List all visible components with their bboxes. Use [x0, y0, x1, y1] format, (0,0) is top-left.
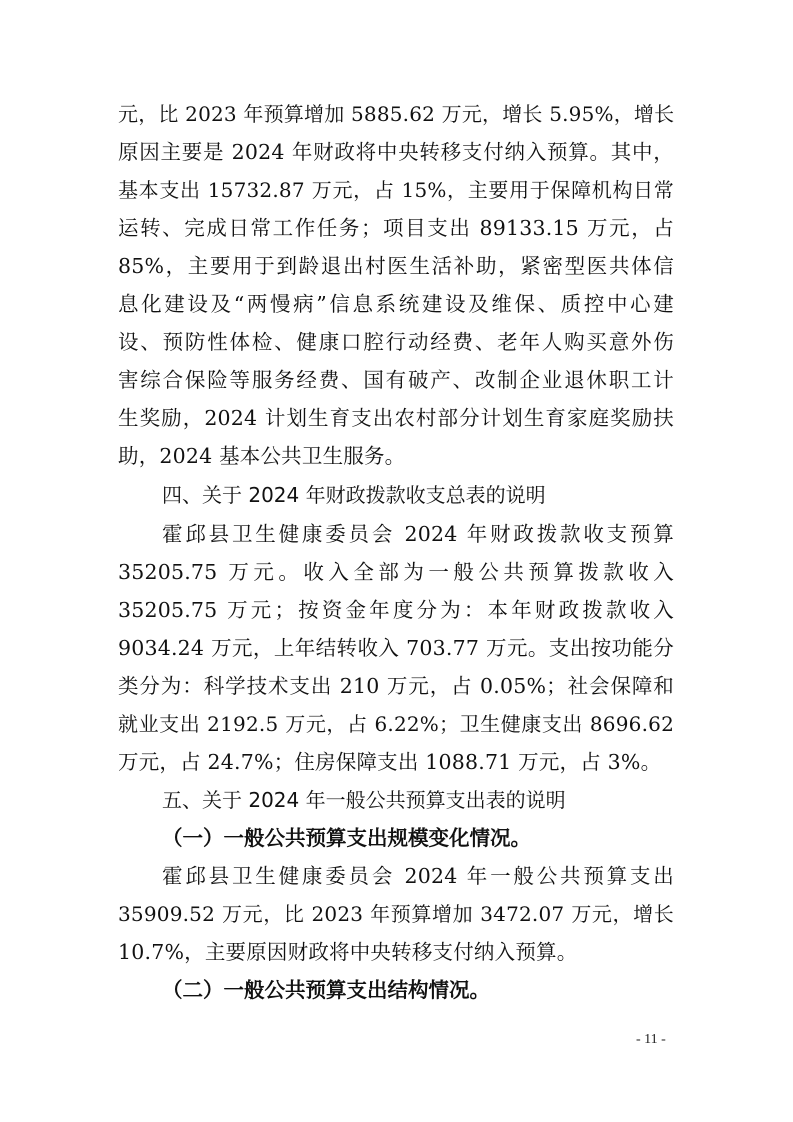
body-text-line: 霍邱县卫生健康委员会 2024 年一般公共预算支出	[162, 864, 674, 888]
body-text-line: 类分为：科学技术支出 210 万元，占 0.05%；社会保障和	[118, 674, 674, 698]
body-text-line: 霍邱县卫生健康委员会 2024 年财政拨款收支预算	[162, 522, 674, 546]
body-text-line: 设、预防性体检、健康口腔行动经费、老年人购买意外伤	[118, 330, 674, 354]
body-text-line: 原因主要是 2024 年财政将中央转移支付纳入预算。其中，	[118, 140, 674, 164]
body-text-line: 运转、完成日常工作任务；项目支出 89133.15 万元，占	[118, 216, 674, 240]
body-text-line: 就业支出 2192.5 万元，占 6.22%；卫生健康支出 8696.62	[118, 712, 674, 736]
body-text-line: 基本支出 15732.87 万元，占 15%，主要用于保障机构日常	[118, 178, 674, 202]
section-heading: 五、关于 2024 年一般公共预算支出表的说明	[162, 788, 566, 812]
body-text-line: 万元，占 24.7%；住房保障支出 1088.71 万元，占 3%。	[118, 750, 662, 774]
page-number: - 11 -	[636, 1032, 666, 1047]
body-text-line: 9034.24 万元，上年结转收入 703.77 万元。支出按功能分	[118, 636, 674, 660]
subsection-heading: （二）一般公共预算支出结构情况。	[162, 978, 490, 1002]
body-text-line: 助，2024 基本公共卫生服务。	[118, 444, 406, 468]
body-text-line: 害综合保险等服务经费、国有破产、改制企业退休职工计	[118, 368, 674, 392]
body-text-line: 息化建设及“两慢病”信息系统建设及维保、质控中心建	[118, 292, 674, 316]
body-text-line: 35205.75 万元；按资金年度分为：本年财政拨款收入	[118, 598, 674, 622]
body-text-line: 35205.75 万元。收入全部为一般公共预算拨款收入	[118, 560, 674, 584]
body-text-line: 10.7%，主要原因财政将中央转移支付纳入预算。	[118, 940, 578, 964]
subsection-heading: （一）一般公共预算支出规模变化情况。	[162, 826, 531, 850]
body-text-line: 85%，主要用于到龄退出村医生活补助，紧密型医共体信	[118, 254, 674, 278]
section-heading: 四、关于 2024 年财政拨款收支总表的说明	[162, 483, 546, 507]
body-text-line: 生奖励，2024 计划生育支出农村部分计划生育家庭奖励扶	[118, 406, 674, 430]
body-text-line: 35909.52 万元，比 2023 年预算增加 3472.07 万元，增长	[118, 902, 674, 926]
body-text-line: 元，比 2023 年预算增加 5885.62 万元，增长 5.95%，增长	[118, 102, 675, 126]
